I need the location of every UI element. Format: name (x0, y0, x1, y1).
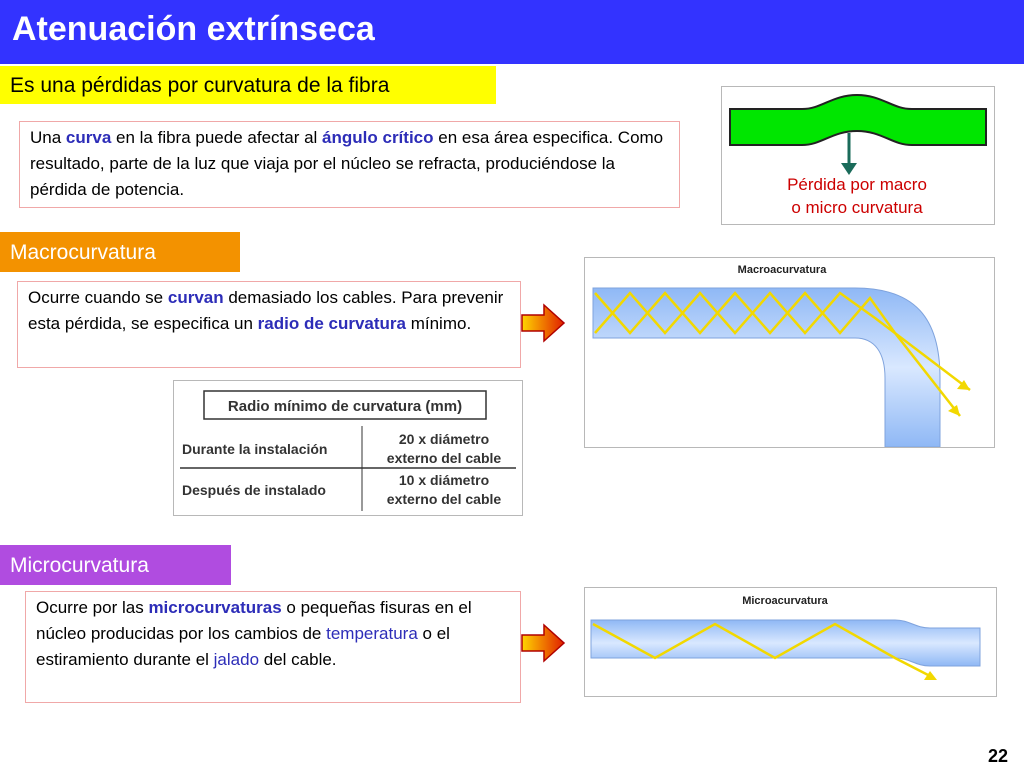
keyword-curvan: curvan (167, 288, 224, 307)
macrocurvatura-label: Macrocurvatura (0, 232, 240, 272)
loss-caption-line1: Pérdida por macro (787, 175, 927, 194)
macro-text-3: mínimo. (405, 314, 472, 333)
microcurvature-figure (584, 587, 997, 697)
microcurvatura-label: Microcurvatura (0, 545, 231, 585)
loss-caption-line2: o micro curvatura (791, 198, 923, 217)
row-after-install-value-1: 10 x diámetro (398, 472, 490, 488)
keyword-temperatura: temperatura (326, 624, 418, 643)
row-after-install-value-2: externo del cable (386, 491, 502, 507)
intro-text-3: en esa área especifica. Como resultado, parte de la luz que viaja por el núcleo se refracta, produciéndose la pérdida de potencia. (30, 128, 664, 199)
row-during-install-label: Durante la instalación (182, 441, 328, 457)
micro-text-3: o el estiramiento durante el (36, 624, 450, 669)
micro-text-1: Ocurre por las (36, 598, 149, 617)
macro-textbox (17, 281, 521, 368)
row-during-install-value-2: externo del cable (386, 450, 502, 466)
row-during-install-value-1: 20 x diámetro (398, 431, 490, 447)
intro-text-2: en la fibra puede afectar al (111, 128, 323, 147)
micro-textbox (25, 591, 521, 703)
macro-text-2: demasiado los cables. Para prevenir esta pérdida, se especifica un (28, 288, 504, 333)
intro-textbox (19, 121, 680, 208)
macro-figure-caption: Macroacurvatura (737, 264, 827, 276)
radius-table-figure (173, 380, 523, 516)
micro-arrow-icon (520, 622, 568, 664)
keyword-angulo-critico: ángulo crítico (322, 128, 434, 147)
keyword-curva: curva (65, 128, 112, 147)
subtitle-banner: Es una pérdidas por curvatura de la fibra (0, 66, 496, 104)
radius-table-header: Radio mínimo de curvatura (mm) (227, 398, 463, 415)
curved-fiber-image (722, 87, 994, 224)
macro-arrow-icon (520, 302, 568, 344)
row-after-install-label: Después de instalado (182, 482, 326, 498)
curvature-loss-figure (721, 86, 995, 225)
page-number: 22 (988, 746, 1009, 766)
micro-text-2: o pequeñas fisuras en el núcleo producidas por los cambios de (36, 598, 472, 643)
keyword-microcurvaturas: microcurvaturas (148, 598, 282, 617)
macrocurvature-figure (584, 257, 995, 448)
micro-text-4: del cable. (259, 650, 337, 669)
keyword-jalado: jalado (213, 650, 260, 669)
slide-title: Atenuación extrínseca (12, 10, 375, 48)
keyword-radio-curvatura: radio de curvatura (257, 314, 406, 333)
intro-text-1: Una (30, 128, 66, 147)
macro-text-1: Ocurre cuando se (28, 288, 168, 307)
micro-figure-caption: Microacurvatura (742, 595, 828, 607)
